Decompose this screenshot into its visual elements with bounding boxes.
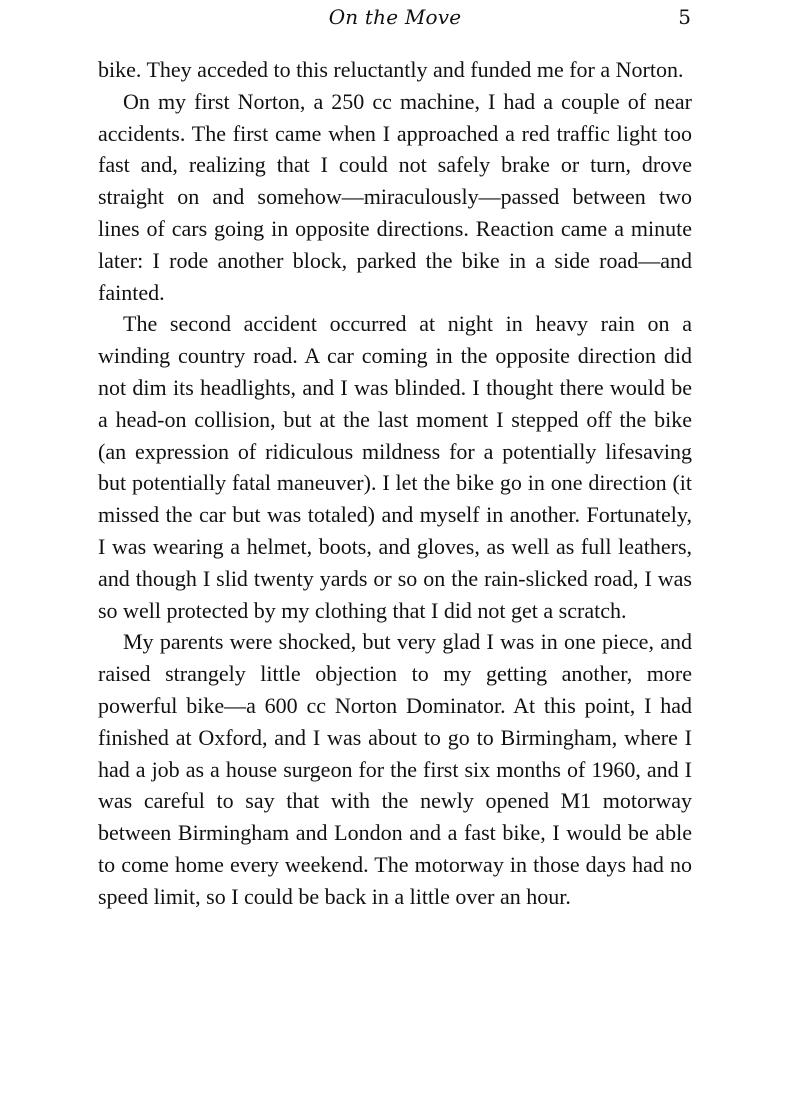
- paragraph-norton-dominator: My parents were shocked, but very glad I was in one piece, and raised strangely little objection to my getting another, more powerful bike—a 600 cc Norton Dominator. At this point, I had finished at Oxford, and I was about to go to Birmingham, where I had a job as a house surgeon for the first six months of 1960, and I was careful to say that with the newly opened M1 motorway between Birmingham and London and a fast bike, I would be able to come home every weekend. The motorway in those days had no speed limit, so I could be back in a little over an hour.: [98, 629, 692, 909]
- paragraph-continued: bike. They acceded to this reluctantly and funded me for a Norton.: [98, 57, 684, 82]
- running-title: On the Move: [328, 5, 462, 29]
- body-text: [98, 54, 692, 913]
- running-head: [0, 4, 795, 30]
- paragraph-second-accident: The second accident occurred at night in heavy rain on a winding country road. A car coming in the opposite direction did not dim its headlights, and I was blinded. I thought there would be a head-on collision, but at the last moment I stepped off the bike (an expression of ridiculous mildness for a potentially lifesaving but potentially fatal maneuver). I let the bike go in one direction (it missed the car but was totaled) and myself in another. Fortunately, I was wearing a helmet, boots, and gloves, as well as full leathers, and though I slid twenty yards or so on the rain-slicked road, I was so well protected by my clothing that I did not get a scratch.: [98, 311, 692, 623]
- page-number: 5: [678, 5, 691, 29]
- paragraph-first-norton: On my first Norton, a 250 cc machine, I had a couple of near accidents. The first came when I approached a red traffic light too fast and, realizing that I could not safely brake or turn, drove straight on and somehow—miraculously—passed between two lines of cars going in opposite directions. Reaction came a minute later: I rode another block, parked the bike in a side road—and fainted.: [98, 88, 692, 305]
